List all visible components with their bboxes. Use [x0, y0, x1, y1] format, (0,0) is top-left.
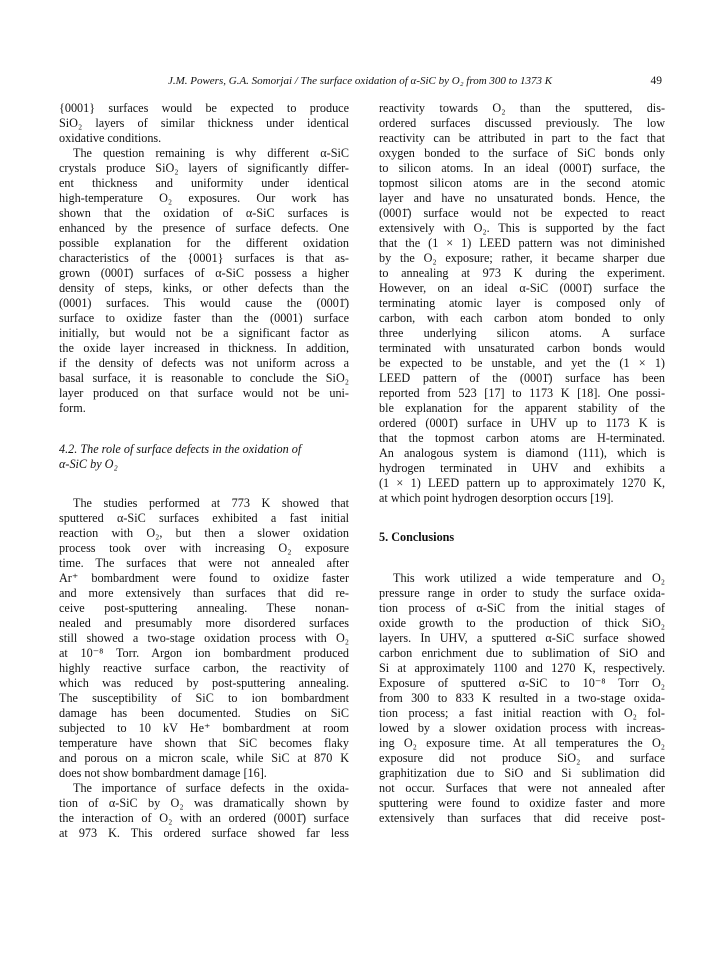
text-line: sputtering were found to oxidize faster and more [379, 796, 665, 810]
right-column [379, 101, 665, 826]
text-line: (0001) surfaces. This would cause the (0001̄) [59, 296, 349, 310]
text-line: layer and have no unsaturated bonds. Hence, the [379, 191, 665, 205]
section-heading: 5. Conclusions [379, 530, 455, 544]
text-line: and more extensively than surfaces that did re- [59, 586, 349, 600]
section-spacer [59, 472, 349, 496]
text-line: graphitization due to SiO and Si sublimation did [379, 766, 665, 780]
text-line: which was reduced by post-sputtering annealing. [59, 676, 349, 690]
section-spacer [379, 545, 665, 571]
text-line: layers. In UHV, a sputtered α-SiC surface showed [379, 631, 665, 645]
text-line: ceive post-sputtering annealing. These nonan- [59, 601, 349, 615]
text-line: extensively than surfaces that did receive post- [379, 811, 665, 825]
text-line: ordered (0001̄) surface in UHV up to 1173 K is [379, 416, 665, 430]
text-line: not occur. Surfaces that were not annealed after [379, 781, 665, 795]
text-line: carbon, with each carbon atom bonded to only [379, 311, 665, 325]
text-line: that the topmost carbon atoms are H-terminated. [379, 431, 665, 445]
text-line: if the density of defects was not uniform across a [59, 356, 349, 370]
text-line: enhanced by the presence of surface defects. One [59, 221, 349, 235]
text-line: surface to oxidize faster than the (0001) surface [59, 311, 349, 325]
text-line: highly reactive surface carbon, the reactivity of [59, 661, 349, 675]
text-line: carbon enrichment due to sublimation of SiO and [379, 646, 665, 660]
text-line: (0001̄) surface would not be expected to react [379, 206, 665, 220]
text-line: density of steps, kinks, or other defects than the [59, 281, 349, 295]
text-line: topmost silicon atoms are in the second atomic [379, 176, 665, 190]
text-line: lowed by a slower oxidation process with increas- [379, 721, 665, 735]
page-number: 49 [650, 75, 662, 87]
paragraph-start-line: The importance of surface defects in the oxida- [73, 781, 349, 795]
text-line: shown that the oxidation of α-SiC surfaces is [59, 206, 349, 220]
text-line: at which point hydrogen desorption occurs [19]. [379, 491, 614, 505]
text-line: oxygen bonded to the surface of SiC bonds only [379, 146, 665, 160]
text-line: and porous on a micron scale, while SiC at 870 K [59, 751, 349, 765]
text-line: ent thickness and uniformity under identical [59, 176, 349, 190]
text-line: An analogous system is diamond (111), which is [379, 446, 665, 460]
text-line: characteristics of the {0001} surfaces is that as- [59, 251, 349, 265]
text-line: does not show bombardment damage [16]. [59, 766, 267, 780]
text-line: possible explanation for the different oxidation [59, 236, 349, 250]
text-line: crystals produce SiO₂ layers of significantly differ- [59, 161, 349, 175]
text-line: tion process of α-SiC from the initial stages of [379, 601, 665, 615]
subsection-heading: 4.2. The role of surface defects in the oxidation of [59, 442, 302, 456]
text-line: basal surface, it is reasonable to conclude the SiO₂ [59, 371, 349, 385]
left-column [59, 101, 349, 841]
text-line: still showed a two-stage oxidation process with O₂ [59, 631, 349, 645]
section-spacer [379, 506, 665, 530]
text-line: reaction with O₂, but then a slower oxidation [59, 526, 349, 540]
text-line: terminating atomic layer is composed only of [379, 296, 665, 310]
text-line: to annealing at 973 K during the experiment. [379, 266, 665, 280]
text-line: {0001} surfaces would be expected to produce [59, 101, 349, 115]
text-line: reported from 523 [17] to 1173 K [18]. One possi- [379, 386, 665, 400]
text-line: form. [59, 401, 86, 415]
text-line: the oxide layer increased in thickness. In addition, [59, 341, 349, 355]
text-line: sputtered α-SiC surfaces exhibited a fast initial [59, 511, 349, 525]
text-line: at 973 K. This ordered surface showed far less [59, 826, 349, 840]
text-line: three underlying silicon atoms. A surface [379, 326, 665, 340]
text-line: (1 × 1) LEED pattern up to approximately 1270 K, [379, 476, 665, 490]
text-line: time. The surfaces that were not annealed after [59, 556, 349, 570]
text-line: from 300 to 833 K resulted in a two-stage oxida- [379, 691, 665, 705]
text-line: ble explanation for the apparent stability of the [379, 401, 665, 415]
text-line: The susceptibility of SiC to ion bombardment [59, 691, 349, 705]
text-line: high-temperature O₂ exposures. Our work has [59, 191, 349, 205]
text-line: initially, but would not be a significant factor as [59, 326, 349, 340]
text-line: Ar⁺ bombardment were found to oxidize faster [59, 571, 349, 585]
text-line: hydrogen terminated in UHV and exhibits a [379, 461, 665, 475]
text-line: extensively with O₂. This is supported by the fact [379, 221, 665, 235]
paragraph-start-line: The studies performed at 773 K showed that [73, 496, 349, 510]
text-line: SiO₂ layers of similar thickness under identical [59, 116, 349, 130]
text-line: tion process; a fast initial reaction with O₂ fol- [379, 706, 665, 720]
text-line: terminated with unsaturated carbon bonds would [379, 341, 665, 355]
text-line: However, on an ideal α-SiC (0001̄) surface the [379, 281, 665, 295]
text-line: pressure range in order to study the surface oxida- [379, 586, 665, 600]
text-line: temperature have shown that SiC becomes flaky [59, 736, 349, 750]
text-line: that the (1 × 1) LEED pattern was not diminished [379, 236, 665, 250]
running-title: J.M. Powers, G.A. Somorjai / The surface oxidation of α-SiC by O₂ from 300 to 1373 K [167, 75, 553, 87]
text-line: exposure did not produce SiO₂ and surface [379, 751, 665, 765]
section-spacer [59, 416, 349, 442]
text-line: oxidative conditions. [59, 131, 162, 145]
paragraph-start-line: This work utilized a wide temperature and O₂ [393, 571, 665, 585]
text-line: Exposure of sputtered α-SiC to 10⁻⁸ Torr O₂ [379, 676, 665, 690]
text-line: ordered surfaces discussed previously. The low [379, 116, 665, 130]
text-line: reactivity can be attributed in part to the fact that [379, 131, 665, 145]
paragraph-start-line: The question remaining is why different α-SiC [73, 146, 349, 160]
text-line: LEED pattern of the (0001̄) surface has been [379, 371, 665, 385]
text-line: oxide growth to the production of thick SiO₂ [379, 616, 665, 630]
text-line: nealed and presumably more disordered surfaces [59, 616, 349, 630]
text-line: Si at approximately 1100 and 1270 K, respectively. [379, 661, 665, 675]
running-head [0, 74, 720, 92]
text-line: process took over with increasing O₂ exposure [59, 541, 349, 555]
text-line: be expected to be unstable, and yet the (1 × 1) [379, 356, 665, 370]
text-line: layer produced on that surface would not be uni- [59, 386, 349, 400]
text-line: the interaction of O₂ with an ordered (0001̄) surface [59, 811, 349, 825]
text-line: at 10⁻⁸ Torr. Argon ion bombardment produced [59, 646, 349, 660]
text-line: grown (0001̄) surfaces of α-SiC possess a higher [59, 266, 349, 280]
text-line: tion of α-SiC by O₂ was dramatically shown by [59, 796, 349, 810]
text-line: ing O₂ exposure time. At all temperatures the O₂ [379, 736, 665, 750]
text-line: damage has been documented. Studies on SiC [59, 706, 349, 720]
text-line: reactivity towards O₂ than the sputtered, dis- [379, 101, 665, 115]
text-line: to silicon atoms. In an ideal (0001̄) surface, the [379, 161, 665, 175]
text-line: subjected to 10 kV He⁺ bombardment at room [59, 721, 349, 735]
text-line: by the O₂ exposure; rather, it became sharper due [379, 251, 665, 265]
subsection-heading: α-SiC by O₂ [59, 457, 118, 471]
